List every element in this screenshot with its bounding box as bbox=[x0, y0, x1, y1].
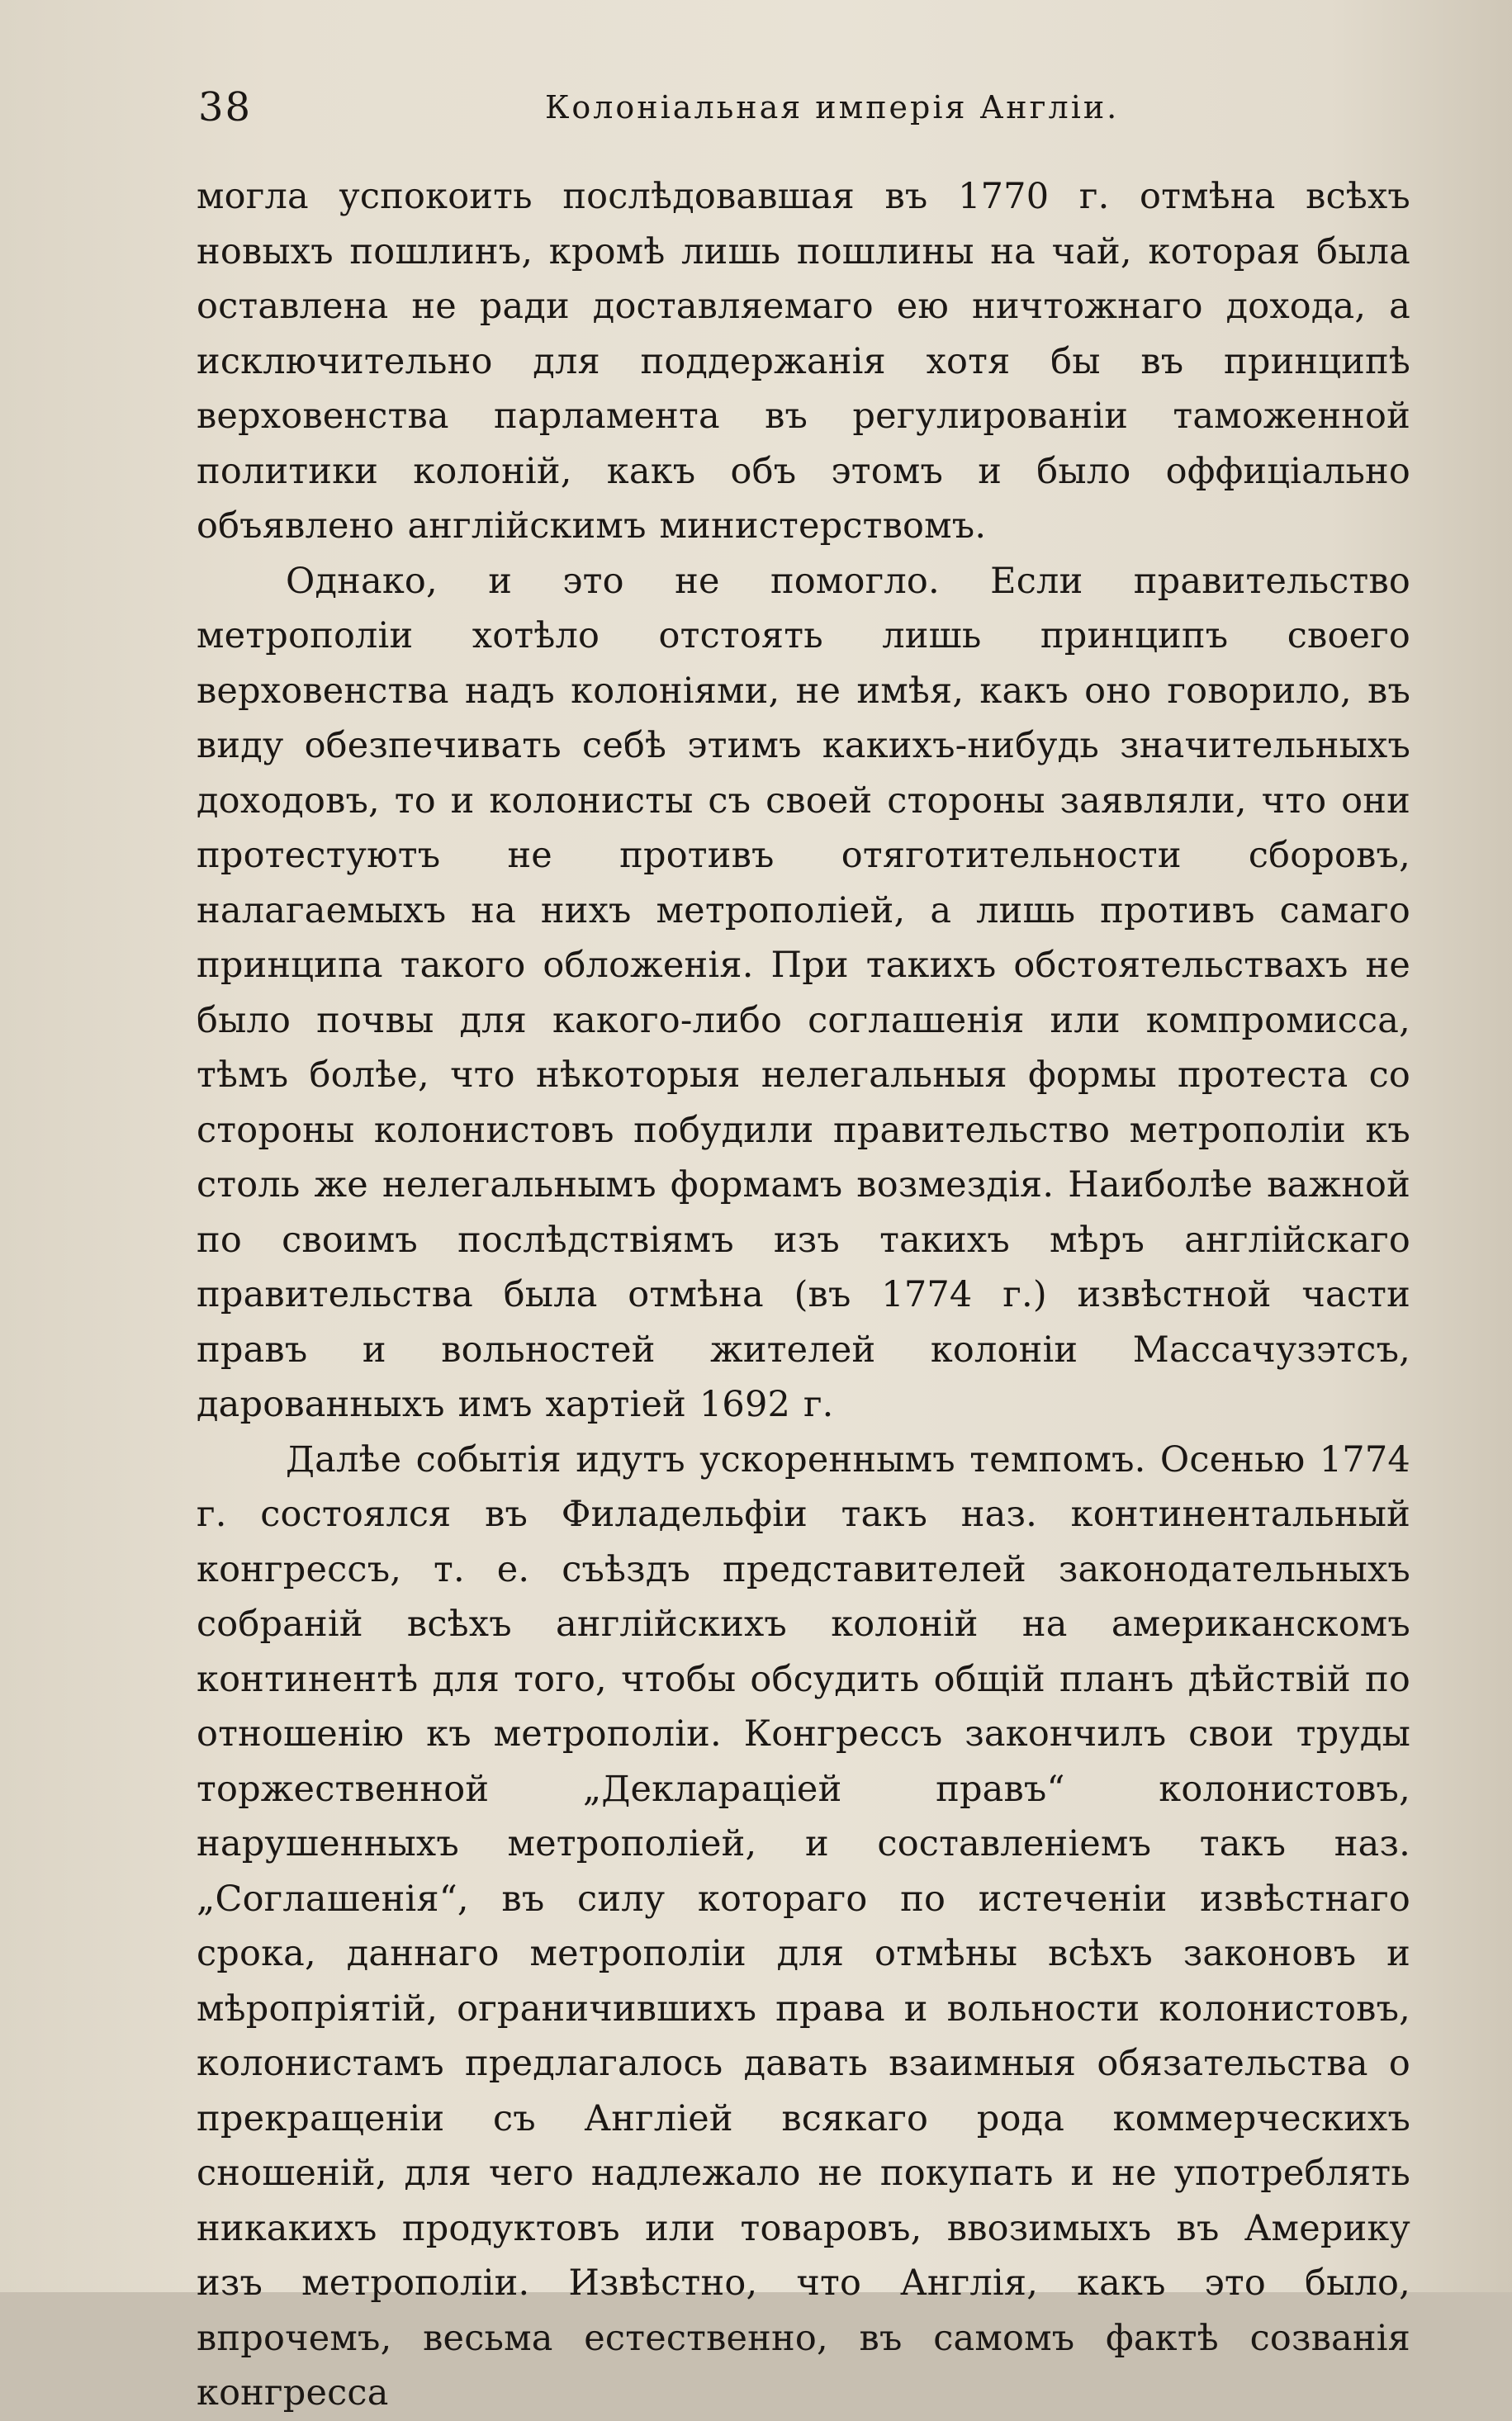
paragraph: Далѣе событія идутъ ускореннымъ темпомъ. Осенью 1774 г. состоялся въ Филадельфіи такъ наз. континентальный конгрессъ, т. е. съѣздъ представителей законодательныхъ собраній всѣхъ англійскихъ колоній на американскомъ континентѣ для того, чтобы обсудить общій планъ дѣйствій по отношенію къ метрополіи. Конгрессъ закончилъ свои труды торжественной „Декларацiей правъ“ колонистовъ, нарушенныхъ метрополіей, и составленіемъ такъ наз. „Соглашенія“, въ силу котораго по истеченіи извѣстнаго срока, даннаго метрополіи для отмѣны всѣхъ законовъ и мѣропріятій, ограничившихъ права и вольности колонистовъ, колонистамъ предлагалось давать взаимныя обязательства о прекращеніи съ Англіей всякаго рода коммерческихъ сношеній, для чего надлежало не покупать и не употреблять никакихъ продуктовъ или товаровъ, ввозимыхъ въ Америку изъ метрополіи. Извѣстно, что Англія, какъ это было, впрочемъ, весьма естественно, въ самомъ фактѣ созванія конгресса bbox=[197, 1438, 1410, 2414]
paragraph-continuation: могла успокоить послѣдовавшая въ 1770 г. отмѣна всѣхъ новыхъ пошлинъ, кромѣ лишь пошлины на чай, которая была оставлена не ради доставляемаго ею ничтожнаго дохода, а исключительно для поддержанія хотя бы въ принципѣ верховенства парламента въ регулированіи таможенной политики колоній, какъ объ этомъ и было оффиціально объявлено англійскимъ министерствомъ. bbox=[197, 176, 1410, 547]
page-number: 38 bbox=[198, 84, 253, 130]
body-text bbox=[197, 169, 1410, 2421]
paragraph: Однако, и это не помогло. Если правительство метрополіи хотѣло отстоять лишь принципъ своего верховенства надъ колоніями, не имѣя, какъ оно говорило, въ виду обезпечивать себѣ этимъ какихъ-нибудь значительныхъ доходовъ, то и колонисты съ своей стороны заявляли, что они протестуютъ не противъ отяготительности сборовъ, налагаемыхъ на нихъ метрополіей, а лишь противъ самаго принципа такого обложенія. При такихъ обстоятельствахъ не было почвы для какого-либо соглашенія или компромисса, тѣмъ болѣе, что нѣкоторыя нелегальныя формы протеста со стороны колонистовъ побудили правительство метрополіи къ столь же нелегальнымъ формамъ возмездія. Наиболѣе важной по своимъ послѣдствіямъ изъ такихъ мѣръ англійскаго правительства была отмѣна (въ 1774 г.) извѣстной части правъ и вольностей жителей колоніи Массачузэтсъ, дарованныхъ имъ хартіей 1692 г. bbox=[197, 560, 1410, 1425]
running-head bbox=[198, 84, 1412, 142]
running-title: Колоніальная имперія Англіи. bbox=[545, 89, 1120, 126]
